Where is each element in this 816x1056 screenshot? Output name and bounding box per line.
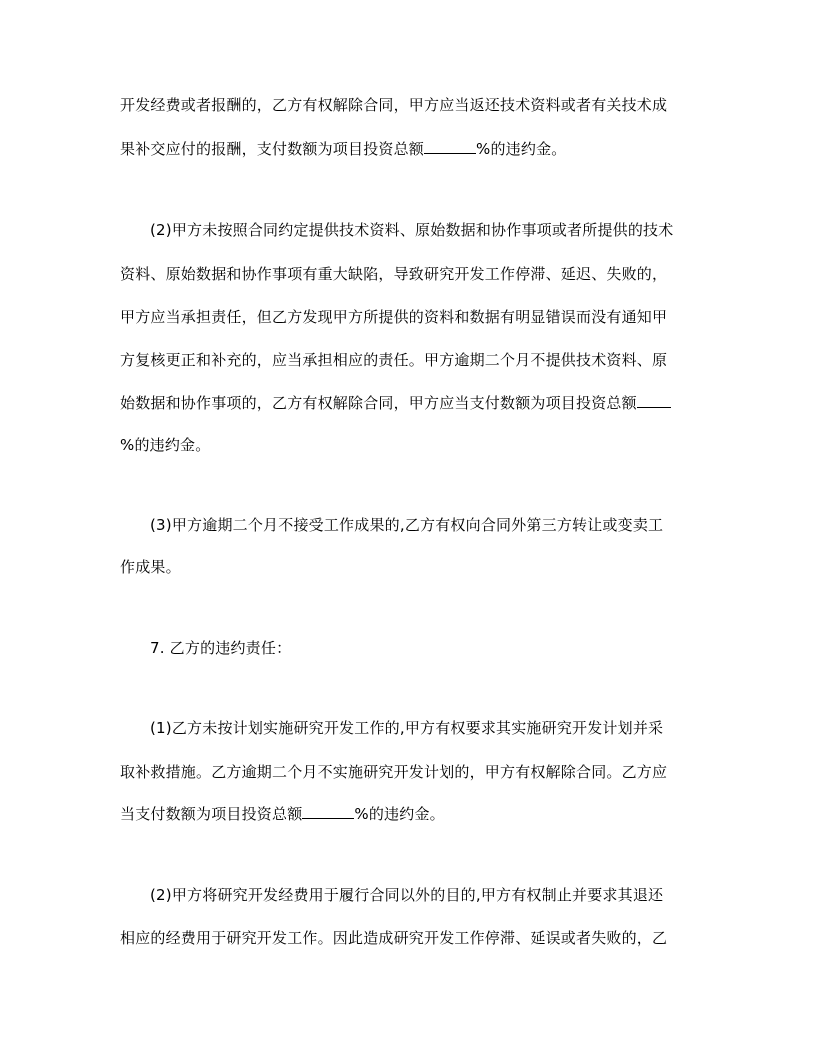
paragraph-line [120, 393, 700, 413]
paragraph-line [120, 435, 700, 455]
paragraph-line [120, 928, 700, 948]
paragraph-line [120, 804, 700, 824]
fill-in-blank [424, 139, 476, 154]
paragraph-line [120, 762, 700, 782]
line-text: 开发经费或者报酬的，乙方有权解除合同，甲方应当返还技术资料或者有关技术成 [120, 96, 668, 114]
paragraph-line [120, 95, 700, 115]
fill-in-blank [302, 804, 354, 819]
line-text: %的违约金。 [476, 140, 567, 158]
line-text: 始数据和协作事项的，乙方有权解除合同，甲方应当支付数额为项目投资总额 [120, 394, 637, 412]
paragraph-line [150, 718, 730, 738]
line-text: 相应的经费用于研究开发工作。因此造成研究开发工作停滞、延误或者失败的，乙 [120, 929, 668, 947]
paragraph-line [120, 350, 700, 370]
paragraph-line [150, 220, 730, 240]
paragraph-line [120, 264, 700, 284]
paragraph-line [120, 557, 700, 577]
line-text: 甲方应当承担责任，但乙方发现甲方所提供的资料和数据有明显错误而没有通知甲 [120, 308, 668, 326]
line-text: 当支付数额为项目投资总额 [120, 805, 303, 823]
line-text: 取补救措施。乙方逾期二个月不实施研究开发计划的，甲方有权解除合同。乙方应 [120, 763, 668, 781]
line-text: (3)甲方逾期二个月不接受工作成果的,乙方有权向合同外第三方转让或变卖工 [150, 516, 664, 534]
line-text: 方复核更正和补充的，应当承担相应的责任。甲方逾期二个月不提供技术资料、原 [120, 351, 668, 369]
heading-text: 7. 乙方的违约责任： [150, 639, 292, 657]
line-text: 资料、原始数据和协作事项有重大缺陷，导致研究开发工作停滞、延迟、失败的， [120, 265, 668, 283]
fill-in-blank [637, 393, 671, 408]
paragraph-line [150, 515, 730, 535]
paragraph-line [120, 139, 700, 159]
section-heading [150, 638, 730, 658]
line-text: (1)乙方未按计划实施研究开发工作的,甲方有权要求其实施研究开发计划并采 [150, 719, 664, 737]
line-text: %的违约金。 [120, 436, 211, 454]
line-text: (2)甲方未按照合同约定提供技术资料、原始数据和协作事项或者所提供的技术 [150, 221, 674, 239]
paragraph-line [150, 885, 730, 905]
paragraph-line [120, 307, 700, 327]
line-text: 作成果。 [120, 558, 181, 576]
line-text: (2)甲方将研究开发经费用于履行合同以外的目的,甲方有权制止并要求其退还 [150, 886, 664, 904]
line-text: %的违约金。 [354, 805, 445, 823]
line-text: 果补交应付的报酬，支付数额为项目投资总额 [120, 140, 425, 158]
